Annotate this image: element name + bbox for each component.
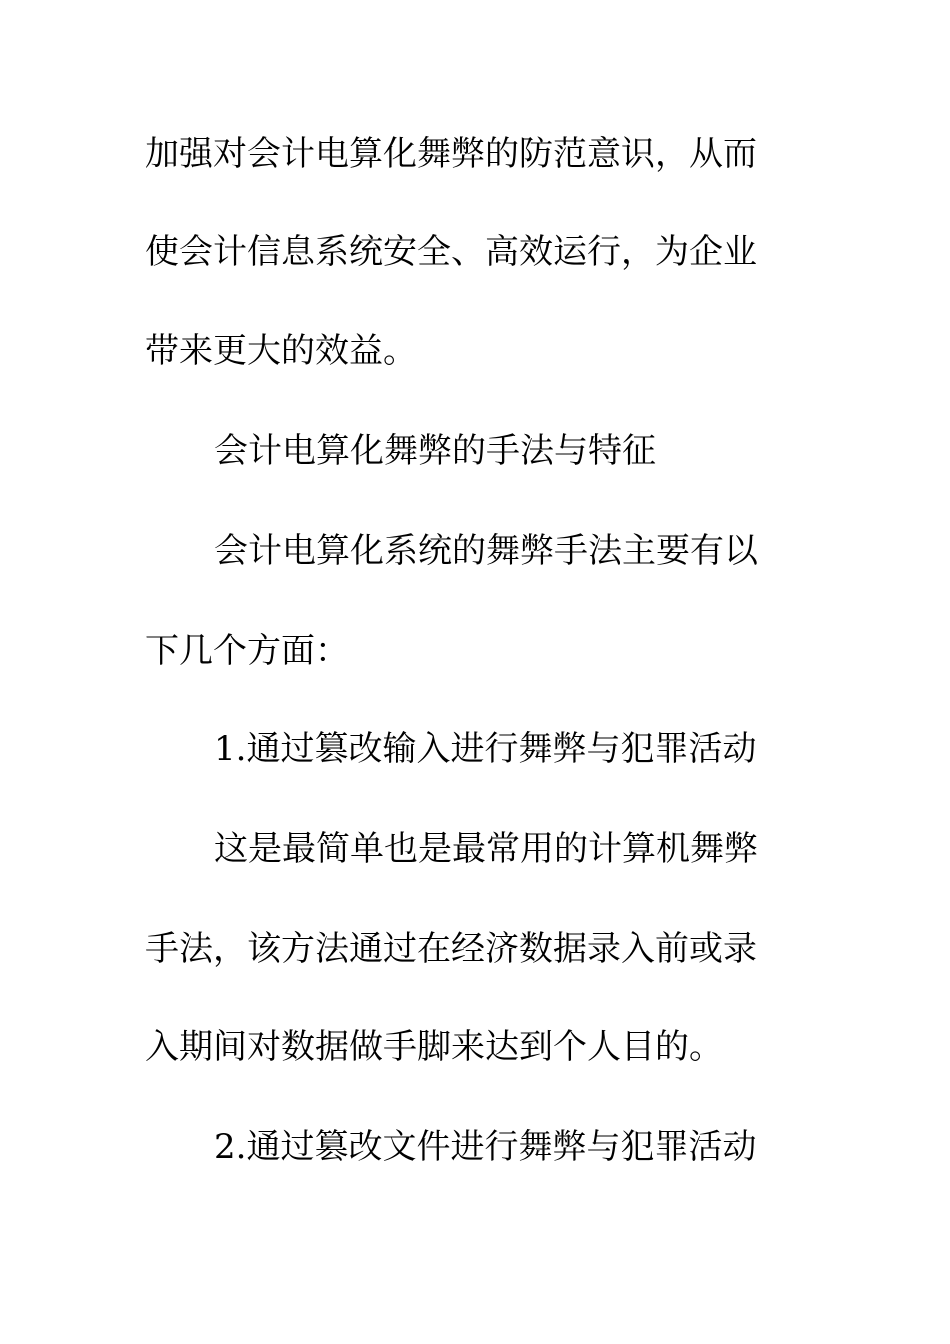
paragraph-line: 会计电算化系统的舞弊手法主要有以 (214, 531, 758, 571)
paragraph-line: 这是最简单也是最常用的计算机舞弊 (214, 829, 758, 869)
paragraph-line: 使会计信息系统安全、高效运行，为企业 (145, 232, 757, 272)
numbered-heading: 2.通过篡改文件进行舞弊与犯罪活动 (214, 1127, 757, 1167)
paragraph-line: 下几个方面： (145, 631, 349, 671)
section-heading: 会计电算化舞弊的手法与特征 (214, 431, 656, 471)
paragraph-line: 手法，该方法通过在经济数据录入前或录 (145, 929, 757, 969)
paragraph-line: 入期间对数据做手脚来达到个人目的。 (145, 1027, 723, 1067)
paragraph-line: 加强对会计电算化舞弊的防范意识，从而 (145, 134, 757, 174)
numbered-heading: 1.通过篡改输入进行舞弊与犯罪活动 (214, 729, 757, 769)
paragraph-line: 带来更大的效益。 (145, 331, 417, 371)
